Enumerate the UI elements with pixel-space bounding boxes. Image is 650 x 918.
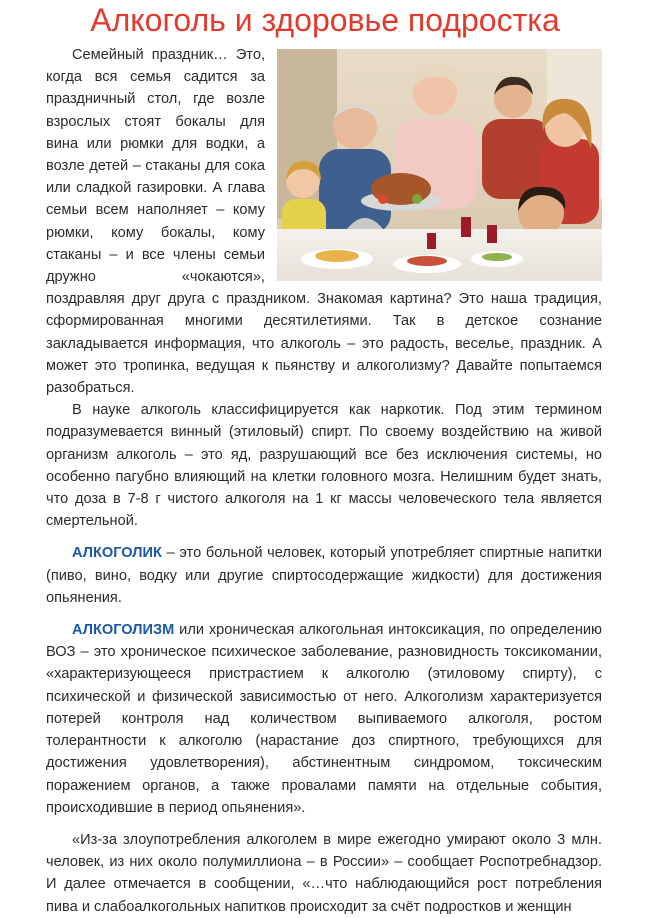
article-body xyxy=(46,44,602,918)
definition-alcoholism: или хроническая алкогольная интоксикация, по определению ВОЗ – это хроническое психическое заболевание, разновидность токсикомании, «характеризующееся пристрастием к алкоголю (этиловому спирту), с психической и физической зависимостью от него. Алкоголизм характеризуется потерей контроля над количеством выпиваемого алкоголя, ростом толерантности к алкоголю (нарастание доз спиртного, требующихся для достижения удовлетворения), абстинентным синдромом, токсическим поражением органов, а также провалами памяти на отдельные события, происходившие в период опьянения». xyxy=(46,622,602,816)
intro-block xyxy=(46,44,602,532)
paragraph-intro: Семейный праздник… Это, когда вся семья садится за праздничный стол, где возле взрослых стоят бокалы для вина или рюмки для водки, а возле детей – стаканы для сока или сладкой газировки. А глава семьи всем наполняет – кому рюмки, кому бокалы, кому стаканы – и все члены семьи дружно «чокаются», поздравляя друг друга с праздником. Знакомая картина? Это наша традиция, сформированная многими десятилетиями. Так в детское сознание закладывается информация, что алкоголь – это радость, веселье, праздник. А может это тропинка, ведущая к пьянству и алкоголизму? Давайте попытаемся разобраться. xyxy=(46,47,602,397)
paragraph-statistics: «Из-за злоупотребления алкоголем в мире ежегодно умирают около 3 млн. человек, из них около полумиллиона – в России» – сообщает Роспотребнадзор. И далее отмечается в сообщении, «…что наблюдающийся рост потребления пива и слабоалкогольных напитков происходит за счёт подростков и женщин xyxy=(46,831,602,915)
term-alcoholic: АЛКОГОЛИК xyxy=(72,545,162,562)
paragraph-science: В науке алкоголь классифицируется как наркотик. Под этим термином подразумевается винный (этиловый) спирт. По своему воздействию на живой организм алкоголь – это яд, разрушающий все без исключения системы, но особенно пагубно влияющий на клетки головного мозга. Нелишним будет знать, что доза в 7-8 г чистого алкоголя на 1 кг массы человеческого тела является смертельной. xyxy=(46,402,602,530)
family-dinner-photo xyxy=(277,49,602,281)
page-title: Алкоголь и здоровье подростка xyxy=(90,2,560,38)
paragraph-alcoholism xyxy=(46,619,602,819)
term-alcoholism: АЛКОГОЛИЗМ xyxy=(72,622,175,639)
definition-alcoholic: – это больной человек, который употребляет спиртные напитки (пиво, вино, водку или другие спиртосодержащие жидкости) для достижения опьянения. xyxy=(46,545,602,606)
paragraph-alcoholic xyxy=(46,542,602,609)
